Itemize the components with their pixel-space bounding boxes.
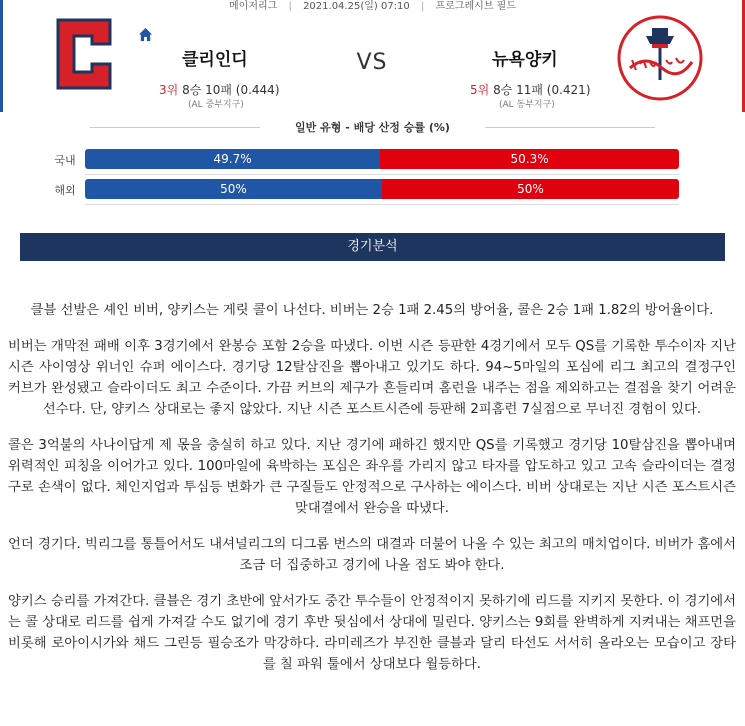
separator: | — [420, 1, 425, 12]
away-team-name: 뉴욕양키 — [492, 50, 558, 70]
analysis-paragraph: 언더 경기다. 빅리그를 통틀어서도 내셔널리그의 디그롬 번스의 대결과 더불어 나올 수 있는 최고의 매치업이다. 비버가 홈에서 조금 더 집중하고 경기에 나올 점도 봐야 한다. — [8, 537, 736, 573]
win-rate-bar — [85, 149, 679, 169]
divider-left — [90, 127, 260, 128]
win-rate-row-label: 국내 — [54, 154, 76, 167]
vs-label: VS — [356, 50, 388, 75]
home-win-rate: 49.7% — [85, 149, 380, 169]
analysis-paragraph: 콜은 3억불의 사나이답게 제 몫을 충실히 하고 있다. 지난 경기에 패하긴 했지만 QS를 기록했고 경기당 10탈삼진을 뽑아내며 위력적인 피칭을 이어가고 있다. 100마일에 육박하는 포심은 좌우를 가리지 않고 타자를 압도하고 있고 고속 슬라이더는 결정구로 손색이 없다. 체인지업과 투심등 변화가 큰 구질들도 안정적으로 구사하는 에이스다. 비버 상대로는 지난 시즌 포스트시즌 맞대결에서 완승을 따냈다. — [8, 438, 736, 516]
cleveland-c-logo — [50, 16, 118, 92]
win-rate-row-label: 해외 — [54, 184, 76, 197]
away-team-division: (AL 동부지구) — [499, 100, 555, 110]
analysis-header: 경기분석 — [20, 233, 725, 261]
home-team-division: (AL 중부지구) — [188, 100, 244, 110]
win-rate-title: 일반 유형 - 배당 산정 승률 (%) — [260, 119, 485, 135]
home-win-rate: 50% — [85, 179, 382, 199]
divider-right — [485, 127, 655, 128]
home-team-rank: 3위 — [159, 83, 179, 97]
analysis-paragraph: 비버는 개막전 패배 이후 3경기에서 완봉승 포함 2승을 따냈다. 이번 시즌 등판한 4경기에서 모두 QS를 기록한 투수이자 지난 시즌 사이영상 위너인 슈퍼 에이스다. 경기당 12탈삼진을 뽑아내고 있기도 하다. 94~5마일의 포심에 리그 최고의 결정구인 커브가 완성됐고 슬라이더도 최고 수준이다. 가끔 커브의 제구가 흔들리며 홈런을 내주는 점을 제외하고는 결점을 찾기 어려운 선수다. 단, 양키스 상대로는 좋지 않았다. 지난 시즌 포스트시즌에 등판해 2피홈런 7실점으로 무너진 경험이 있다. — [8, 339, 736, 417]
away-team-rank: 5위 — [470, 83, 490, 97]
home-team-record — [159, 81, 280, 98]
yankees-logo — [616, 14, 704, 102]
away-win-rate: 50.3% — [380, 149, 679, 169]
row-divider — [85, 174, 679, 175]
home-icon[interactable] — [138, 27, 153, 42]
venue-label: 프로그레시브 필드 — [435, 1, 516, 12]
home-team-name: 클리인디 — [182, 50, 248, 70]
away-team-record — [470, 81, 591, 98]
row-divider — [85, 204, 679, 205]
home-team-wl: 8승 10패 (0.444) — [182, 83, 280, 97]
separator: | — [288, 1, 292, 12]
analysis-paragraph: 클블 선발은 셰인 비버, 양키스는 게릿 콜이 나선다. 비버는 2승 1패 2.45의 방어율, 콜은 2승 1패 1.82의 방어율이다. — [30, 303, 714, 318]
match-datetime: 2021.04.25(일) 07:10 — [303, 1, 410, 12]
win-rate-bar — [85, 179, 679, 199]
league-label: 메이저리그 — [229, 1, 278, 12]
match-info-bar — [0, 0, 745, 14]
away-team-wl: 8승 11패 (0.421) — [493, 83, 591, 97]
analysis-paragraph: 양키스 승리를 가져간다. 클블은 경기 초반에 앞서가도 중간 투수들이 안정적이지 못하기에 리드를 지키지 못한다. 이 경기에서는 콜 상대로 리드를 쉽게 가져갈 수도 없기에 경기 후반 뒷심에서 상대에 밀린다. 양키스는 9회를 완벽하게 지켜내는 채프먼을 비롯해 로아이시가와 채드 그린등 필승조가 막강하다. 라미레즈가 부진한 클블과 달리 타선도 서서히 올라오는 모습이고 장타를 칠 파워 툴에서 상대보다 월등하다. — [8, 594, 736, 672]
home-accent-stripe — [0, 0, 3, 112]
away-win-rate: 50% — [382, 179, 679, 199]
analysis-article — [8, 300, 736, 690]
